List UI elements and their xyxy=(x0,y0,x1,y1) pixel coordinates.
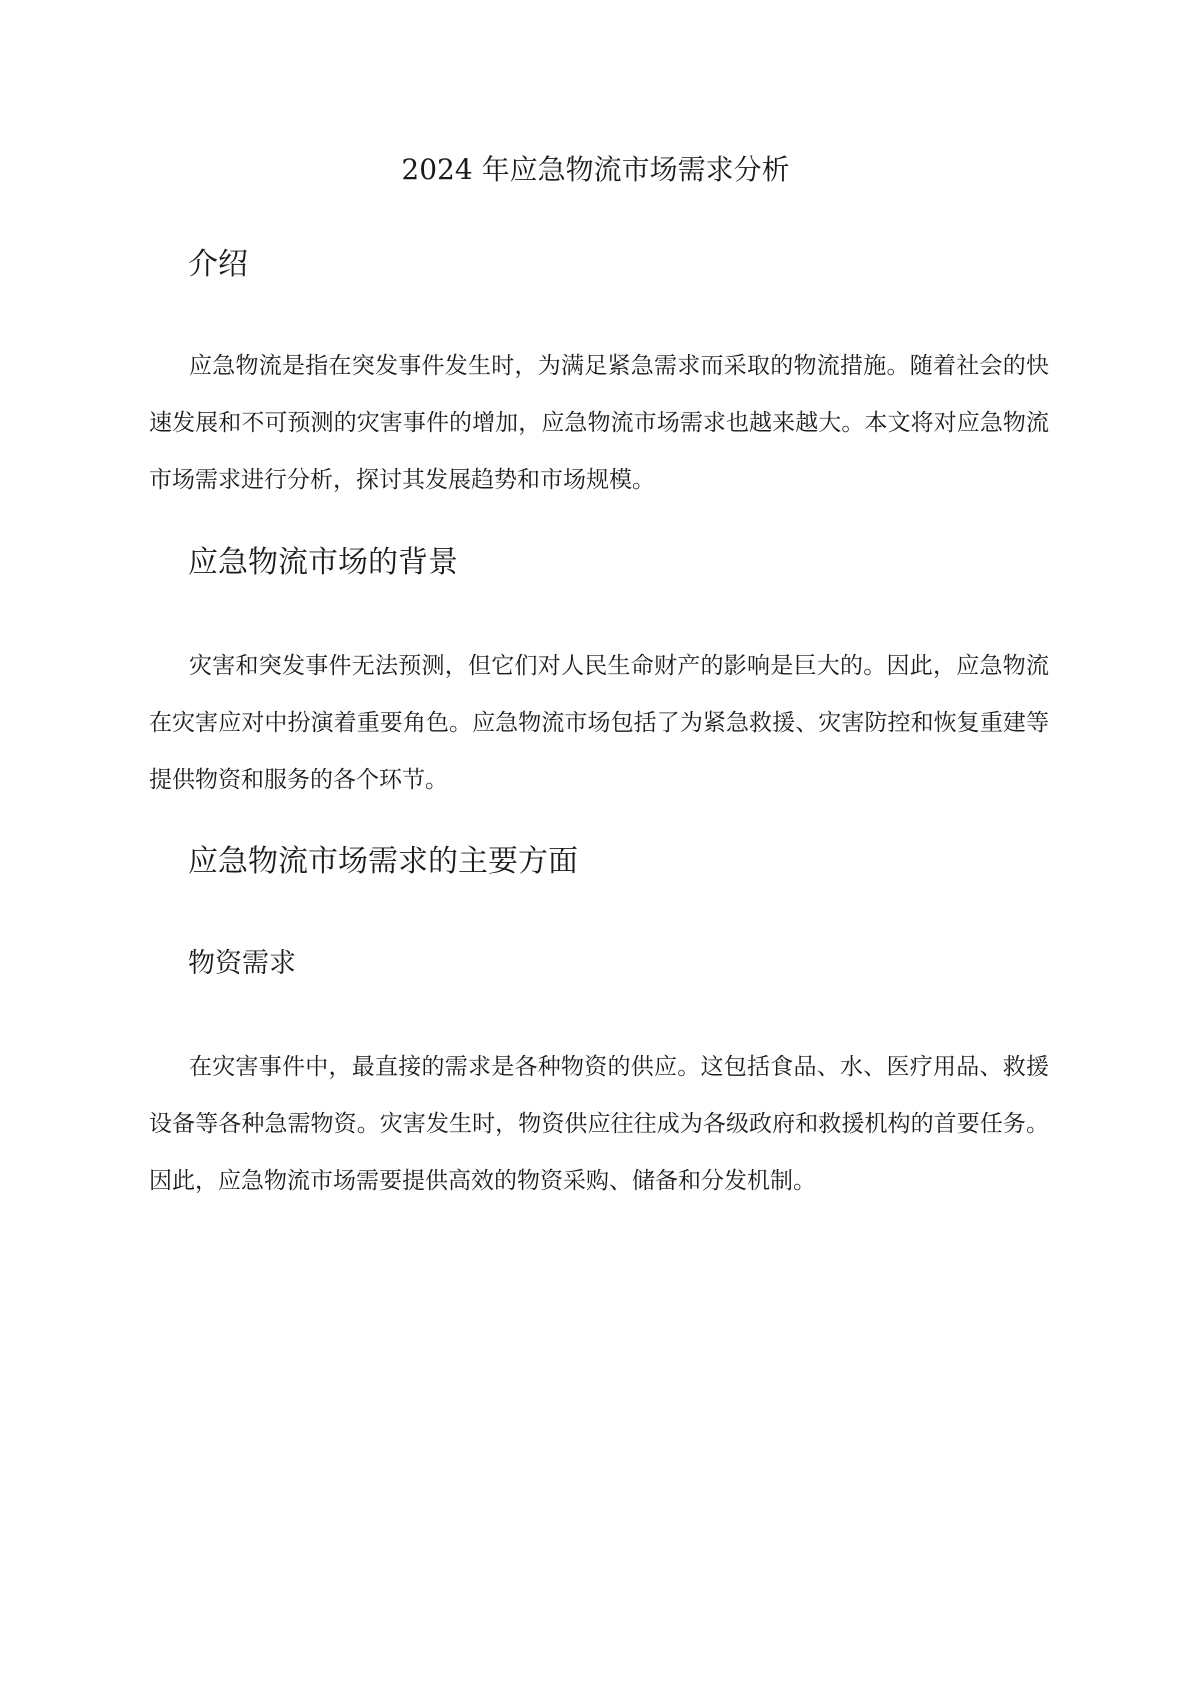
subsection-heading-material-demand: 物资需求 xyxy=(188,948,296,979)
section-heading-introduction: 介绍 xyxy=(188,247,248,282)
section-paragraph-introduction: 应急物流是指在突发事件发生时，为满足紧急需求而采取的物流措施。随着社会的快速发展和不可预测的灾害事件的增加，应急物流市场需求也越来越大。本文将对应急物流市场需求进行分析，探讨其发展趋势和市场规模。 xyxy=(149,353,1049,493)
section-heading-background: 应急物流市场的背景 xyxy=(188,545,458,580)
document-title: 2024 年应急物流市场需求分析 xyxy=(401,153,790,186)
section-heading-main-demands: 应急物流市场需求的主要方面 xyxy=(188,844,578,879)
subsection-paragraph-material-demand: 在灾害事件中，最直接的需求是各种物资的供应。这包括食品、水、医疗用品、救援设备等各种急需物资。灾害发生时，物资供应往往成为各级政府和救援机构的首要任务。因此，应急物流市场需要提供高效的物资采购、储备和分发机制。 xyxy=(149,1054,1049,1194)
section-paragraph-background: 灾害和突发事件无法预测，但它们对人民生命财产的影响是巨大的。因此，应急物流在灾害应对中扮演着重要角色。应急物流市场包括了为紧急救援、灾害防控和恢复重建等提供物资和服务的各个环节。 xyxy=(149,653,1049,793)
